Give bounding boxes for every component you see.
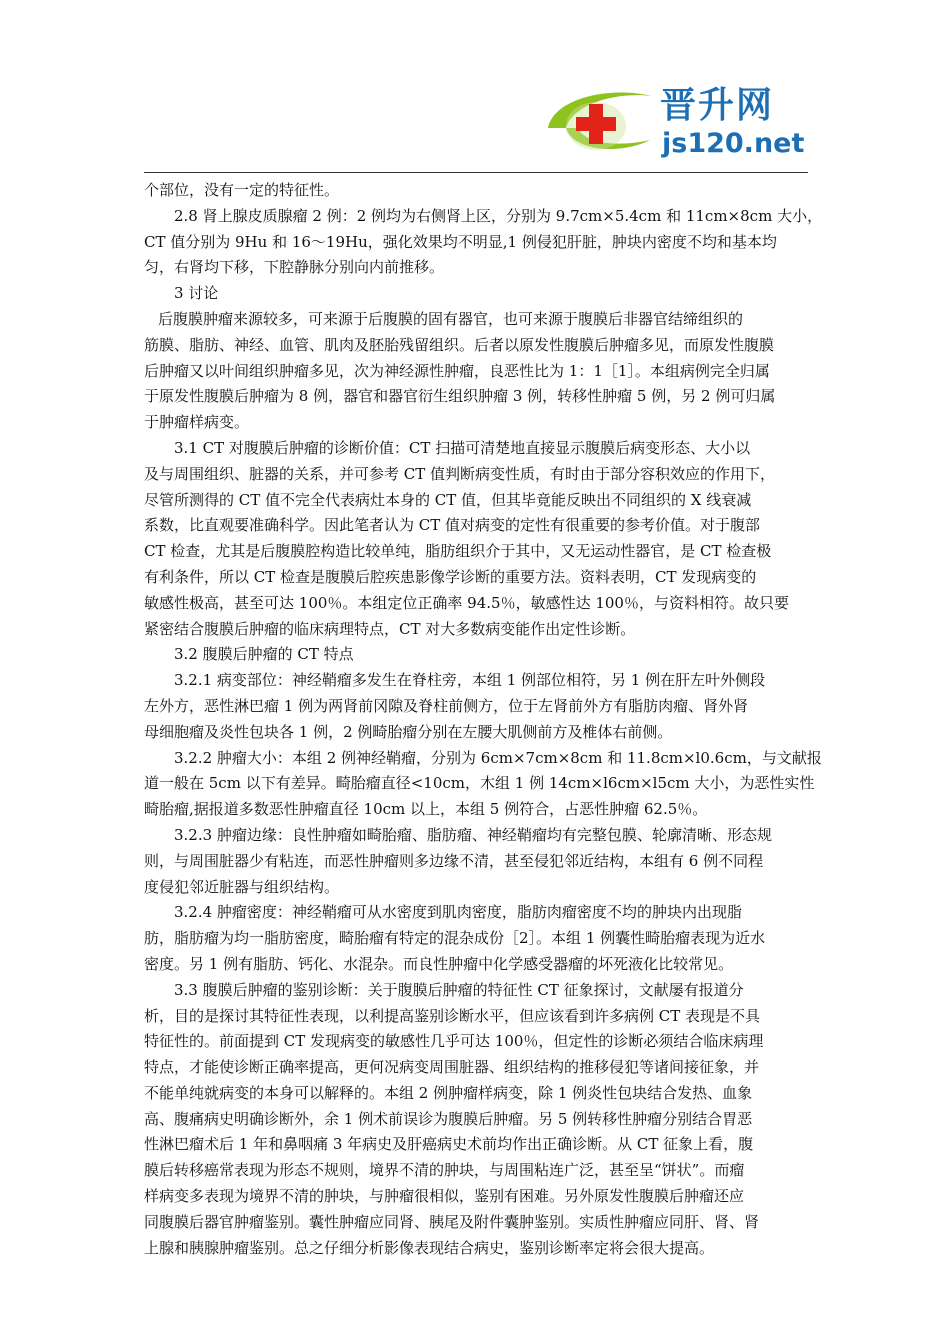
- text-line: 样病变多表现为境界不清的肿块，与肿瘤很相似，鉴别有困难。另外原发性腹膜后肿瘤还应: [144, 1187, 745, 1206]
- text-line: 敏感性极高，甚至可达 100％。本组定位正确率 94.5％，敏感性达 100％，与资料相符。故只要: [144, 593, 789, 612]
- logo-domain: js120.net: [662, 128, 805, 159]
- text-line: 3.1 CT 对腹膜后肿瘤的诊断价值：CT 扫描可清楚地直接显示腹膜后病变形态、大小以: [174, 438, 751, 457]
- text-line: 紧密结合腹膜后肿瘤的临床病理特点，CT 对大多数病变能作出定性诊断。: [144, 619, 636, 638]
- text-line: 膜后转移癌常表现为形态不规则，境界不清的肿块，与周围粘连广泛，甚至呈“饼状”。而瘤: [144, 1161, 745, 1180]
- text-line: 3 讨论: [174, 284, 219, 303]
- text-line: 高、腹痛病史明确诊断外，余 1 例术前误诊为腹膜后肿瘤。另 5 例转移性肿瘤分别结合胃恶: [144, 1109, 753, 1128]
- text-line: 上腺和胰腺肿瘤鉴别。总之仔细分析影像表现结合病史，鉴别诊断率定将会很大提高。: [144, 1238, 715, 1257]
- text-line: 左外方，恶性淋巴瘤 1 例为两肾前冈隙及脊柱前侧方，位于左肾前外方有脂肪肉瘤、肾外肾: [144, 696, 749, 715]
- text-line: 于肿瘤样病变。: [144, 413, 250, 432]
- text-line: 尽管所测得的 CT 值不完全代表病灶本身的 CT 值，但其毕竟能反映出不同组织的 X 线衰减: [144, 490, 752, 509]
- text-line: CT 值分别为 9Hu 和 16～19Hu，强化效果均不明显,1 例侵犯肝脏，肿块内密度不均和基本均: [144, 232, 777, 251]
- text-line: 度侵犯邻近脏器与组织结构。: [144, 877, 340, 896]
- text-line: 性淋巴瘤术后 1 年和鼻咽痛 3 年病史及肝癌病史术前均作出正确诊断。从 CT 征象上看，腹: [144, 1135, 754, 1154]
- text-line: 母细胞瘤及炎性包块各 1 例，2 例畸胎瘤分别在左腰大肌侧前方及椎体右前侧。: [144, 722, 673, 741]
- text-line: 肪，脂肪瘤为均一脂肪密度，畸胎瘤有特定的混杂成份［2］。本组 1 例囊性畸胎瘤表现为近水: [144, 929, 766, 948]
- site-logo[interactable]: [540, 78, 805, 170]
- text-line: 后腹膜肿瘤来源较多，可来源于后腹膜的固有器官，也可来源于腹膜后非器官结缔组织的: [158, 309, 744, 328]
- text-line: 析，目的是探讨其特征性表现，以利提高鉴别诊断水平，但应该看到许多病例 CT 表现是不具: [144, 1006, 761, 1025]
- text-line: 道一般在 5cm 以下有差异。畸胎瘤直径<10cm，木组 1 例 14cm×l6cm×l5cm 大小，为恶性实性: [144, 774, 815, 793]
- text-line: 后肿瘤又以叶间组织肿瘤多见，次为神经源性肿瘤，良恶性比为 1：1［1］。本组病例完全归属: [144, 361, 770, 380]
- text-line: 系数，比直观要准确科学。因此笔者认为 CT 值对病变的定性有很重要的参考价值。对于腹部: [144, 516, 761, 535]
- text-line: 及与周围组织、脏器的关系，并可参考 CT 值判断病变性质，有时由于部分容积效应的作用下，: [144, 464, 776, 483]
- medical-cross-icon: [576, 104, 616, 144]
- text-line: 有利条件，所以 CT 检查是腹膜后腔疾患影像学诊断的重要方法。资料表明，CT 发现病变的: [144, 567, 757, 586]
- text-line: 3.2.3 肿瘤边缘：良性肿瘤如畸胎瘤、脂肪瘤、神经鞘瘤均有完整包膜、轮廓清晰、形态规: [174, 825, 772, 844]
- text-line: 3.2.1 病变部位：神经鞘瘤多发生在脊柱旁，本组 1 例部位相符，另 1 例在肝左叶外侧段: [174, 671, 766, 690]
- text-line: 畸胎瘤,据报道多数恶性肿瘤直径 10cm 以上，本组 5 例符合，占恶性肿瘤 62.5％。: [144, 800, 708, 819]
- text-line: 3.3 腹膜后肿瘤的鉴别诊断：关于腹膜后肿瘤的特征性 CT 征象探讨，文献屡有报道分: [174, 980, 744, 999]
- text-line: 3.2.4 肿瘤密度：神经鞘瘤可从水密度到肌肉密度，脂肪肉瘤密度不均的肿块内出现脂: [174, 903, 742, 922]
- logo-name: 晋升网: [660, 85, 775, 126]
- text-line: 3.2 腹膜后肿瘤的 CT 特点: [174, 645, 354, 664]
- text-line: 不能单纯就病变的本身可以解释的。本组 2 例肿瘤样病变，除 1 例炎性包块结合发热、血象: [144, 1083, 753, 1102]
- text-line: 个部位，没有一定的特征性。: [144, 181, 340, 199]
- text-line: 则，与周围脏器少有粘连，而恶性肿瘤则多边缘不清，甚至侵犯邻近结构，本组有 6 例不同程: [144, 851, 764, 870]
- header-divider: [144, 172, 808, 173]
- text-line: 2.8 肾上腺皮质腺瘤 2 例：2 例均为右侧肾上区，分别为 9.7cm×5.4cm 和 11cm×8cm 大小，: [174, 206, 823, 225]
- text-line: 筋膜、脂肪、神经、血管、肌肉及胚胎残留组织。后者以原发性腹膜后肿瘤多见，而原发性腹膜: [144, 335, 775, 354]
- article-body: [144, 178, 823, 1261]
- text-line: 密度。另 1 例有脂肪、钙化、水混杂。而良性肿瘤中化学感受器瘤的坏死液化比较常见。: [144, 954, 734, 973]
- text-line: 同腹膜后器官肿瘤鉴别。囊性肿瘤应同肾、胰尾及附件囊肿鉴别。实质性肿瘤应同肝、肾、肾: [144, 1212, 760, 1231]
- text-line: 于原发性腹膜后肿瘤为 8 例，器官和器官衍生组织肿瘤 3 例，转移性肿瘤 5 例，另 2 例可归属: [144, 387, 776, 406]
- text-line: 特点，才能使诊断正确率提高，更何况病变周围脏器、组织结构的推移侵犯等诸间接征象，并: [144, 1058, 760, 1077]
- text-line: CT 检查，尤其是后腹膜腔构造比较单纯，脂肪组织介于其中，又无运动性器官，是 CT 检查极: [144, 542, 772, 561]
- text-line: 特征性的。前面提到 CT 发现病变的敏感性几乎可达 100％，但定性的诊断必须结合临床病理: [144, 1032, 764, 1051]
- text-line: 3.2.2 肿瘤大小：本组 2 例神经鞘瘤，分别为 6cm×7cm×8cm 和 11.8cm×l0.6cm，与文献报: [174, 748, 822, 767]
- text-line: 匀，右肾均下移，下腔静脉分别向内前推移。: [144, 258, 445, 277]
